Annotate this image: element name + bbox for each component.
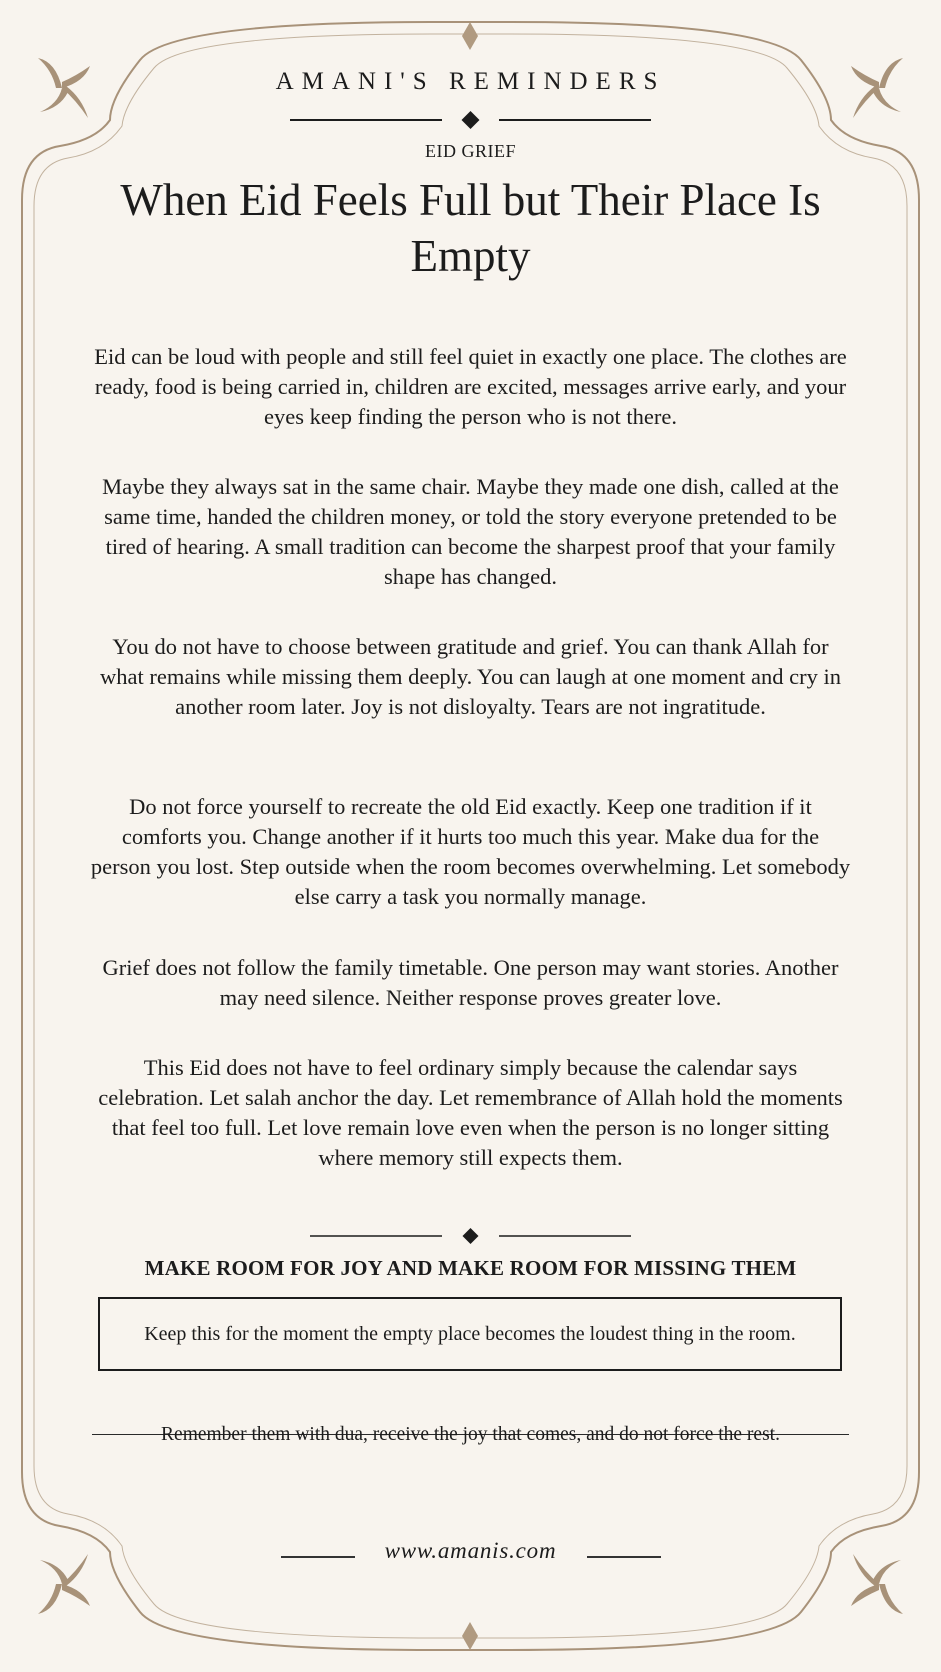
bottom-diamond-icon <box>462 1622 478 1650</box>
closing-text: Remember them with dua, receive the joy that comes, and do not force the rest. <box>161 1424 780 1445</box>
section-divider <box>310 1226 631 1246</box>
header-divider <box>290 108 651 132</box>
divider-diamond-icon <box>462 111 480 129</box>
brand-name: AMANI'S REMINDERS <box>275 68 666 95</box>
paragraph: This Eid does not have to feel ordinary simply because the calendar says celebration. Let salah anchor the day. Let remembrance of Allah hold the moments that feel too full. Let love remain love even when the person is no longer sitting where memory still expects them. <box>98 1055 843 1170</box>
emphasis-heading: MAKE ROOM FOR JOY AND MAKE ROOM FOR MISSING THEM <box>144 1256 797 1280</box>
footer-rule-right <box>587 1556 661 1558</box>
paragraph: Maybe they always sat in the same chair. Maybe they made one dish, called at the same time, handed the children money, or told the story everyone pretended to be tired of hearing. A small tradition can become the sharpest proof that your family shape has changed. <box>102 474 839 589</box>
website-link[interactable]: www.amanis.com <box>384 1538 557 1563</box>
paragraph: Do not force yourself to recreate the old Eid exactly. Keep one tradition if it comforts you. Change another if it hurts too much this year. Make dua for the person you lost. Step outside when the room becomes overwhelming. Let somebody else carry a task you normally manage. <box>90 794 851 909</box>
category-label: EID GRIEF <box>425 141 516 161</box>
paragraph: You do not have to choose between gratitude and grief. You can thank Allah for what remains while missing them deeply. You can laugh at one moment and cry in another room later. Joy is not disloyalty. Tears are not ingratitude. <box>100 634 841 719</box>
paragraph: Eid can be loud with people and still feel quiet in exactly one place. The clothes are ready, food is being carried in, children are excited, messages arrive early, and your eyes keep finding the person who is not there. <box>94 344 847 429</box>
page-title: When Eid Feels Full but Their Place Is Empty <box>120 175 821 281</box>
note-box <box>98 1297 842 1371</box>
paragraph: Grief does not follow the family timetable. One person may want stories. Another may need silence. Neither response proves greater love. <box>102 955 839 1010</box>
divider-diamond-icon <box>463 1228 479 1244</box>
top-diamond-icon <box>462 22 478 50</box>
note-text: Keep this for the moment the empty place becomes the loudest thing in the room. <box>144 1322 796 1345</box>
